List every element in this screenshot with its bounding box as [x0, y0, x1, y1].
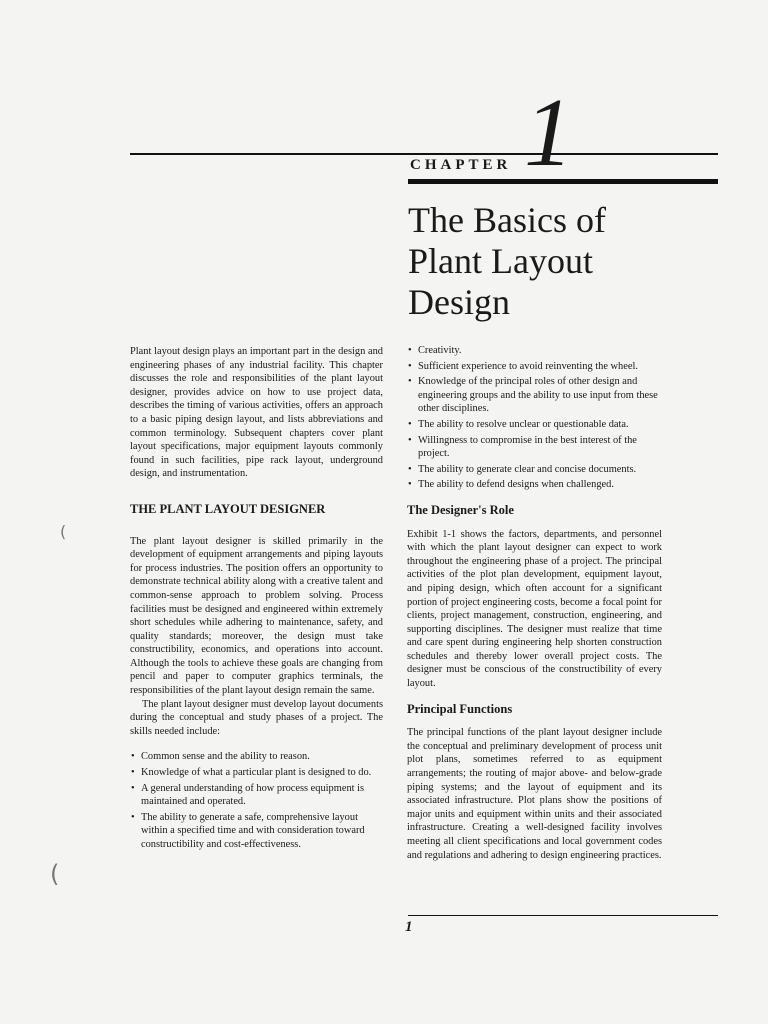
body-paragraph: The principal functions of the plant layout designer include the conceptual and preliminary development of process unit plot plans, sometimes referred to as equipment arrangements; the routing of major above- and below-grade piping systems; and the layout of equipment and its associated infrastructure. Plot plans show the positions of major units and equipment within units and their associated infrastructure. Creating a well-designed facility involves meeting all client specifications and local government codes and regulations and adhering to design engineering practices. — [407, 727, 662, 861]
intro-paragraph: Plant layout design plays an important part in the design and engineering phases of any industrial facility. This chapter discusses the role and responsibilities of the plant layout designer, provides advice on how to use project data, describes the timing of various activities, offers an approach to a basic piping design layout, and lists abbreviations and common terminology. Subsequent chapters cover plant layout specifications, major equipment layouts commonly found in such facilities, pipe rack layout, underground design, and instrumentation. — [130, 346, 383, 480]
list-item: • A general understanding of how process equipment is maintained and operated. — [130, 782, 383, 809]
left-column — [130, 345, 383, 854]
list-item: • Knowledge of the principal roles of other design and engineering groups and the ability to use input from these other disciplines. — [407, 375, 662, 416]
list-item: • The ability to resolve unclear or questionable data. — [407, 418, 662, 432]
body-paragraph: Exhibit 1-1 shows the factors, departments, and personnel with which the plant layout designer can expect to work throughout the engineering phase of a project. The principal activities of the plot plan development, equipment layout, and piping design, which often account for a significant portion of project engineering costs, become a focal point for clients, project management, construction, engineering, and supporting disciplines. The designer must realize that time and care spent during engineering help shorten construction schedules and thereby lower overall project costs. The designer must be conscious of the constructibility of every layout. — [407, 528, 662, 690]
skills-list — [130, 750, 383, 851]
body-paragraph: The plant layout designer must develop layout documents during the conceptual and study phases of a project. The skills needed include: — [130, 698, 383, 737]
chapter-number: 1 — [524, 79, 573, 187]
chapter-title — [408, 200, 708, 323]
chapter-title-line: The Basics of — [408, 200, 606, 240]
subsection-heading: The Designer's Role — [407, 502, 514, 517]
list-item: • Common sense and the ability to reason. — [130, 750, 383, 764]
chapter-title-line: Design — [408, 282, 510, 322]
section-heading: THE PLANT LAYOUT DESIGNER — [130, 501, 326, 516]
scan-mark: ( — [60, 522, 67, 541]
list-item: • Creativity. — [407, 344, 662, 358]
list-item: • The ability to generate clear and concise documents. — [407, 463, 662, 477]
footer-rule — [408, 915, 718, 916]
list-item: • The ability to generate a safe, comprehensive layout within a specified time and with consideration toward constructibility and cost-effectiveness. — [130, 811, 383, 852]
list-item: • Sufficient experience to avoid reinventing the wheel. — [407, 360, 662, 374]
scan-mark: ( — [50, 860, 60, 888]
skills-list-continued — [407, 344, 662, 492]
list-item: • The ability to defend designs when challenged. — [407, 478, 662, 492]
header-thin-rule — [130, 153, 718, 155]
right-column — [407, 344, 662, 862]
chapter-title-line: Plant Layout — [408, 241, 593, 281]
body-paragraph: The plant layout designer is skilled primarily in the development of equipment arrangements and piping layouts for process industries. The position offers an opportunity to demonstrate technical ability along with a creative talent and common-sense approach to problem solving. Process facilities must be designed and engineered within extremely short schedules while adhering to maintenance, safety, and quality standards; moreover, the design must take constructibility, economics, and operations into account. Although the tools to achieve these goals are changing from pencil and paper to computer graphics terminals, the responsibilities of the plant layout design remain the same. — [130, 535, 383, 697]
subsection-heading: Principal Functions — [407, 701, 513, 716]
list-item: • Knowledge of what a particular plant is designed to do. — [130, 766, 383, 780]
chapter-label: CHAPTER — [410, 157, 512, 173]
list-item: • Willingness to compromise in the best interest of the project. — [407, 434, 662, 461]
page-number: 1 — [405, 919, 413, 935]
